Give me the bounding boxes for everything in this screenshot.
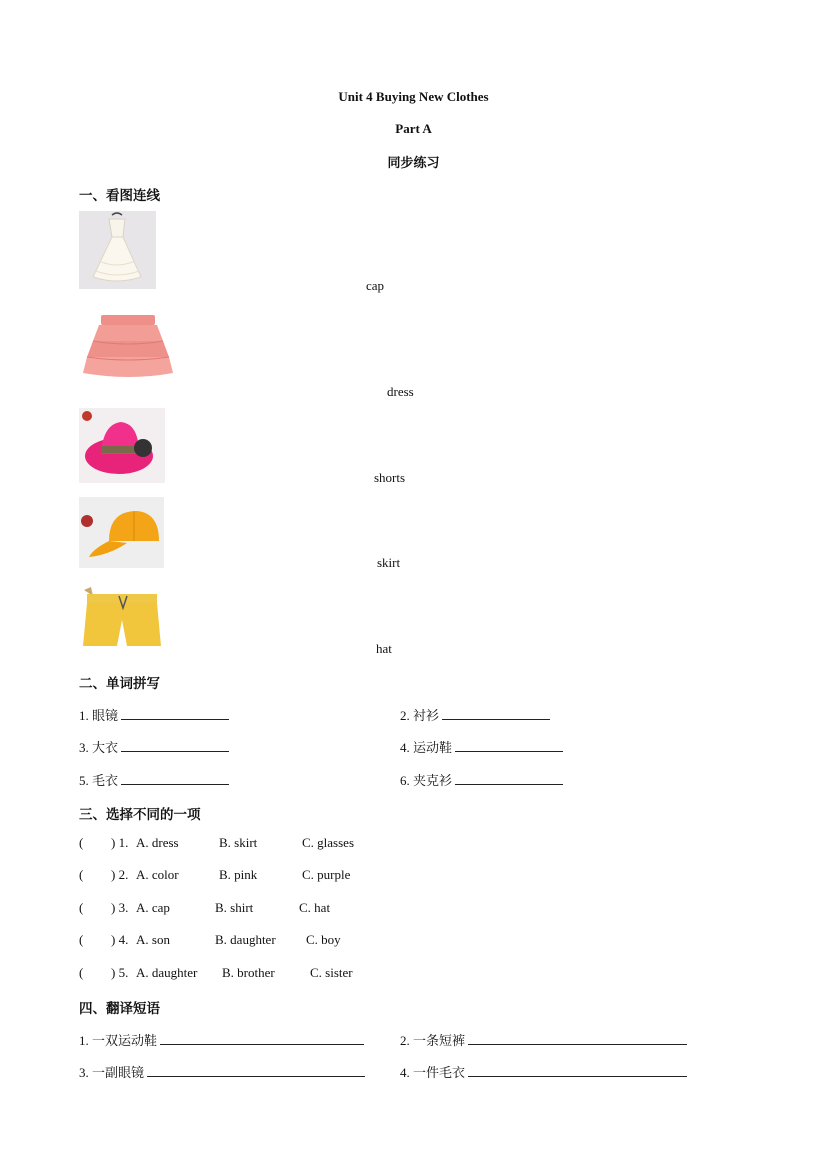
answer-blank[interactable] xyxy=(121,707,229,720)
option-a: A. son xyxy=(136,932,170,947)
item-number: 2. xyxy=(400,1033,410,1048)
translate-item-2 xyxy=(400,1030,687,1049)
option-a: A. cap xyxy=(136,900,170,915)
spelling-item-5 xyxy=(79,770,229,789)
skirt-picture xyxy=(79,309,178,383)
worksheet-part: Part A xyxy=(395,121,432,136)
option-b: B. brother xyxy=(222,965,275,980)
dress-picture xyxy=(79,211,156,289)
answer-blank[interactable] xyxy=(121,739,229,752)
choice-item-3 xyxy=(79,900,399,918)
spelling-item-3 xyxy=(79,737,229,756)
option-c: C. glasses xyxy=(302,835,354,850)
option-c: C. boy xyxy=(306,932,341,947)
match-word-1: cap xyxy=(366,278,385,293)
choice-item-1 xyxy=(79,835,399,853)
answer-paren[interactable]: ( xyxy=(79,835,84,850)
answer-blank[interactable] xyxy=(121,772,229,785)
option-a: A. dress xyxy=(136,835,179,850)
item-chinese: 夹克衫 xyxy=(413,773,453,788)
item-number: ) 4. xyxy=(111,932,129,947)
cap-picture xyxy=(79,497,164,568)
match-word-5: hat xyxy=(376,641,392,656)
answer-blank[interactable] xyxy=(160,1032,364,1045)
answer-paren[interactable]: ( xyxy=(79,900,84,915)
translate-item-1 xyxy=(79,1030,364,1049)
spelling-item-4 xyxy=(400,737,563,756)
item-number: 2. xyxy=(400,708,410,723)
section-2-heading: 二、单词拼写 xyxy=(79,676,160,691)
item-chinese: 一条短裤 xyxy=(413,1033,466,1048)
match-word-3: shorts xyxy=(374,470,406,485)
item-number: ) 2. xyxy=(111,867,129,882)
option-b: B. pink xyxy=(219,867,258,882)
section-4-heading: 四、翻译短语 xyxy=(79,1001,160,1016)
item-number: 6. xyxy=(400,773,410,788)
item-chinese: 毛衣 xyxy=(92,773,119,788)
spelling-item-2 xyxy=(400,705,550,724)
answer-paren[interactable]: ( xyxy=(79,867,84,882)
shorts-picture xyxy=(79,584,163,655)
item-chinese: 大衣 xyxy=(92,740,119,755)
section-1-heading: 一、看图连线 xyxy=(79,188,160,203)
item-number: 1. xyxy=(79,708,89,723)
item-chinese: 一副眼镜 xyxy=(92,1065,145,1080)
item-number: ) 3. xyxy=(111,900,129,915)
answer-paren[interactable]: ( xyxy=(79,932,84,947)
item-number: 1. xyxy=(79,1033,89,1048)
match-word-4: skirt xyxy=(377,555,401,570)
answer-paren[interactable]: ( xyxy=(79,965,84,980)
option-b: B. daughter xyxy=(215,932,276,947)
item-number: ) 1. xyxy=(111,835,129,850)
translate-item-3 xyxy=(79,1062,365,1081)
item-chinese: 一双运动鞋 xyxy=(92,1033,158,1048)
item-number: ) 5. xyxy=(111,965,129,980)
option-c: C. purple xyxy=(302,867,351,882)
option-a: A. color xyxy=(136,867,179,882)
spelling-item-1 xyxy=(79,705,229,724)
choice-item-5 xyxy=(79,965,399,983)
item-chinese: 衬衫 xyxy=(413,708,440,723)
option-c: C. hat xyxy=(299,900,331,915)
option-b: B. shirt xyxy=(215,900,254,915)
answer-blank[interactable] xyxy=(455,772,563,785)
item-number: 4. xyxy=(400,1065,410,1080)
answer-blank[interactable] xyxy=(455,739,563,752)
item-number: 4. xyxy=(400,740,410,755)
item-number: 3. xyxy=(79,740,89,755)
item-chinese: 眼镜 xyxy=(92,708,119,723)
answer-blank[interactable] xyxy=(147,1064,365,1077)
option-c: C. sister xyxy=(310,965,353,980)
spelling-item-6 xyxy=(400,770,563,789)
item-chinese: 运动鞋 xyxy=(413,740,453,755)
choice-item-2 xyxy=(79,867,399,885)
answer-blank[interactable] xyxy=(442,707,550,720)
answer-blank[interactable] xyxy=(468,1064,687,1077)
answer-blank[interactable] xyxy=(468,1032,687,1045)
worksheet-subtitle: 同步练习 xyxy=(387,155,440,170)
option-b: B. skirt xyxy=(219,835,258,850)
option-a: A. daughter xyxy=(136,965,198,980)
choice-item-4 xyxy=(79,932,399,950)
item-number: 3. xyxy=(79,1065,89,1080)
section-3-heading: 三、选择不同的一项 xyxy=(79,807,201,822)
hat-picture xyxy=(79,408,165,483)
item-chinese: 一件毛衣 xyxy=(413,1065,466,1080)
item-number: 5. xyxy=(79,773,89,788)
match-word-2: dress xyxy=(387,384,414,399)
translate-item-4 xyxy=(400,1062,687,1081)
worksheet-title: Unit 4 Buying New Clothes xyxy=(338,89,489,104)
